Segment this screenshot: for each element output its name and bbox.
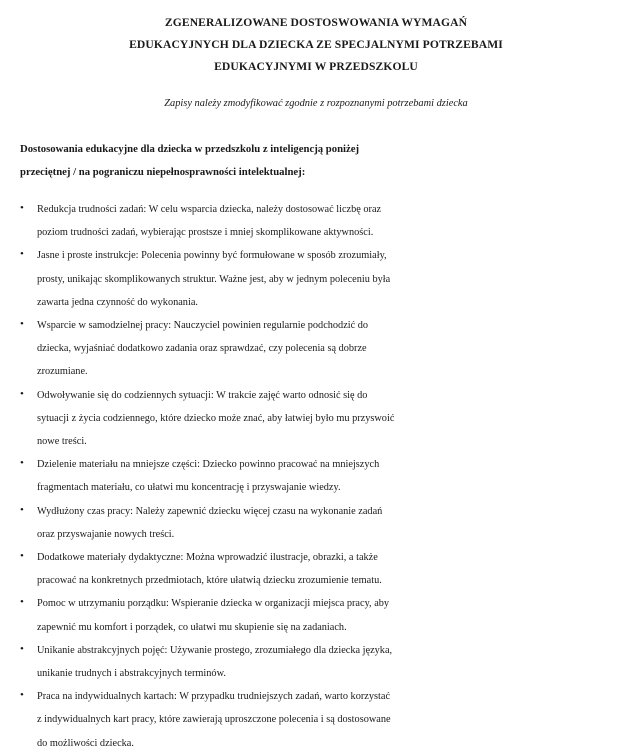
list-item-line: fragmentach materiału, co ułatwi mu koncentrację i przyswajanie wiedzy. [37, 482, 341, 494]
list-item-line: Wydłużony czas pracy: Należy zapewnić dziecku więcej czasu na wykonanie zadań [37, 505, 383, 517]
bullet-icon: • [20, 387, 24, 400]
list-item-text [37, 500, 382, 546]
list-item-line: unikanie trudnych i abstrakcyjnych terminów. [37, 668, 226, 679]
list-item-line: zawarta jedna czynność do wykonania. [37, 296, 198, 308]
list-item-line: zapewnić mu komfort i porządek, co ułatwi mu skupienie się na zadaniach. [37, 621, 347, 633]
bullet-icon: • [20, 596, 24, 609]
section-heading-line: przeciętnej / na pograniczu niepełnosprawności intelektualnej: [20, 166, 306, 178]
list-item-text [37, 384, 394, 454]
bullet-icon: • [20, 248, 24, 261]
list-item-text [37, 685, 391, 755]
bullet-icon: • [20, 457, 24, 470]
list-item-text [37, 244, 390, 314]
bullet-icon: • [20, 202, 24, 214]
title-line: ZGENERALIZOWANE DOSTOSWOWANIA WYMAGAŃ [164, 16, 468, 29]
list-item-text [37, 453, 379, 499]
list-item-line: Praca na indywidualnych kartach: W przypadku trudniejszych zadań, warto korzystać [37, 691, 391, 703]
bullet-icon: • [20, 689, 24, 702]
title-line: EDUKACYJNYCH DLA DZIECKA ZE SPECJALNYMI POTRZEBAMI [129, 38, 503, 51]
document-subtitle: Zapisy należy zmodyfikować zgodnie z rozpoznanymi potrzebami dziecka [164, 98, 468, 109]
list-item-line: poziom trudności zadań, wybierając prostsze i mniej skomplikowane aktywności. [37, 227, 374, 239]
list-item-line: Dzielenie materiału na mniejsze części: Dziecko powinno pracować na mniejszych [37, 459, 380, 471]
bullet-icon: • [20, 503, 24, 516]
list-item-line: Pomoc w utrzymaniu porządku: Wspieranie dziecka w organizacji miejsca pracy, aby [37, 598, 390, 610]
list-item-line: Jasne i proste instrukcje: Polecenia powinny być formułowane w sposób zrozumiały, [37, 250, 387, 262]
list-item-line: Wsparcie w samodzielnej pracy: Nauczyciel powinien regularnie podchodzić do [37, 320, 369, 331]
list-item-line: nowe treści. [37, 436, 87, 447]
list-item-text [37, 592, 389, 638]
list-item-line: Redukcja trudności zadań: W celu wsparcia dziecka, należy dostosować liczbę oraz [37, 204, 382, 215]
list-item-line: do możliwości dziecka. [37, 737, 134, 749]
list-item-line: zrozumiane. [37, 366, 88, 378]
list-item-line: sytuacji z życia codziennego, które dziecko może znać, aby łatwiej było mu przyswoić [37, 412, 395, 424]
list-item-line: pracować na konkretnych przedmiotach, które ułatwią dziecku zrozumienie tematu. [37, 575, 382, 587]
list-item-text [37, 198, 381, 244]
list-item-line: z indywidualnych kart pracy, które zawierają uproszczone polecenia i są dostosowane [37, 714, 391, 726]
list-item-line: dziecka, wyjaśniać dodatkowo zadania oraz sprawdzać, czy polecenia są dobrze [37, 343, 367, 355]
bullet-icon: • [20, 642, 24, 655]
list-item-text [37, 639, 392, 685]
bullet-icon: • [20, 550, 24, 562]
bullet-icon: • [20, 318, 24, 330]
list-item-line: prosty, unikając skomplikowanych struktur. Ważne jest, aby w jednym poleceniu była [37, 273, 391, 285]
list-item-text [37, 314, 368, 384]
list-item-line: Odwoływanie się do codziennych sytuacji: W trakcie zajęć warto odnosić się do [37, 389, 368, 401]
list-item-line: oraz przyswajanie nowych treści. [37, 528, 175, 540]
title-line: EDUKACYJNYMI W PRZEDSZKOLU [214, 60, 418, 73]
list-item-line: Unikanie abstrakcyjnych pojęć: Używanie prostego, zrozumiałego dla dziecka języka, [37, 644, 393, 656]
section-heading-line: Dostosowania edukacyjne dla dziecka w przedszkolu z inteligencją poniżej [20, 143, 360, 155]
list-item-line: Dodatkowe materiały dydaktyczne: Można wprowadzić ilustracje, obrazki, a także [37, 552, 378, 563]
list-item-text [37, 546, 382, 592]
